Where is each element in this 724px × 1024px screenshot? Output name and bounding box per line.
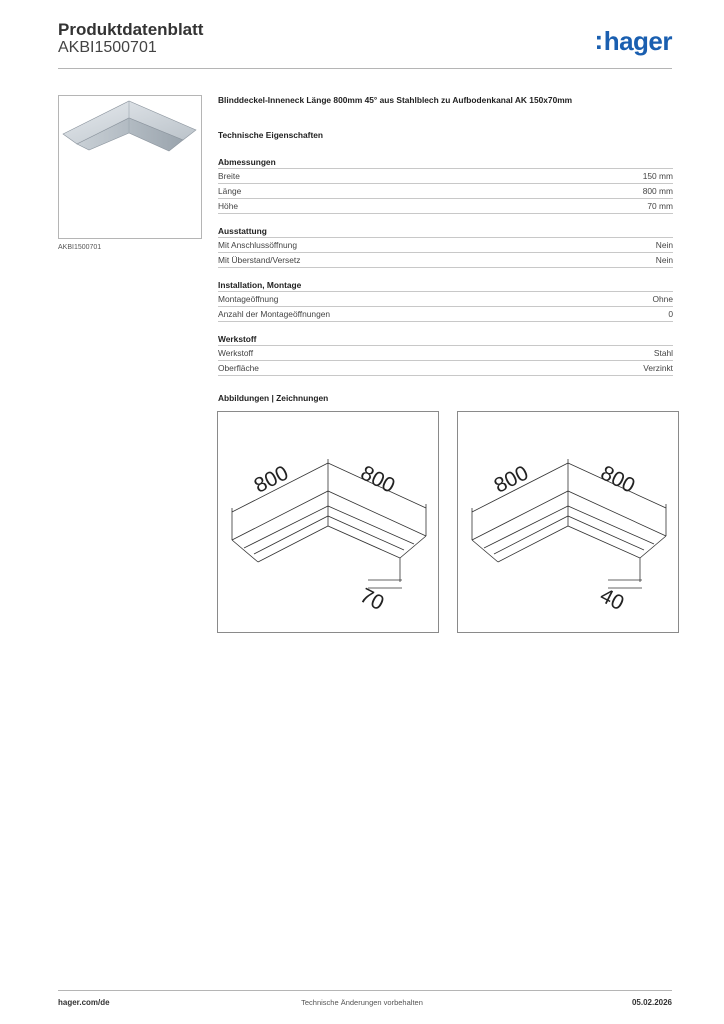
product-details: [218, 94, 673, 404]
property-value: 0: [668, 309, 673, 319]
technical-drawing-1: [217, 411, 439, 633]
property-label: Länge: [218, 186, 242, 196]
property-value: 800 mm: [642, 186, 673, 196]
drawings-title: Abbildungen | Zeichnungen: [218, 393, 329, 403]
dimension-label-right: 800: [596, 461, 639, 498]
product-photo-icon: [59, 96, 201, 238]
property-row: [218, 361, 673, 376]
property-value: Nein: [655, 240, 673, 250]
technical-drawing-2: [457, 411, 679, 633]
hager-logo: :hager: [594, 25, 672, 56]
property-row: [218, 253, 673, 268]
product-title: Blinddeckel-Inneneck Länge 800mm 45° aus Stahlblech zu Aufbodenkanal AK 150x70mm: [218, 95, 573, 105]
property-value: Stahl: [653, 348, 673, 358]
footer-date: 05.02.2026: [631, 998, 672, 1007]
property-label: Anzahl der Montageöffnungen: [218, 309, 331, 319]
property-label: Mit Anschlussöffnung: [218, 240, 297, 250]
page-title: Produktdatenblatt: [58, 20, 204, 39]
section-heading: Installation, Montage: [218, 278, 673, 292]
property-label: Breite: [218, 171, 240, 181]
section-heading: Abmessungen: [218, 155, 673, 169]
property-value: Ohne: [652, 294, 673, 304]
dimension-label-right: 800: [356, 461, 399, 498]
property-label: Montageöffnung: [218, 294, 279, 304]
product-image: [58, 95, 202, 239]
property-value: Nein: [655, 255, 673, 265]
header-divider: [58, 68, 672, 69]
dimension-label-left: 800: [490, 461, 533, 498]
section-dimensions: [218, 155, 673, 214]
drawing-icon: [218, 412, 438, 632]
section-heading: Ausstattung: [218, 224, 673, 238]
drawing-icon: [458, 412, 678, 632]
section-installation: [218, 278, 673, 322]
product-image-caption: AKBI1500701: [58, 244, 102, 251]
property-value: Verzinkt: [643, 363, 673, 373]
property-row: [218, 184, 673, 199]
section-material: [218, 332, 673, 376]
property-row: [218, 307, 673, 322]
property-label: Mit Überstand/Versetz: [218, 255, 301, 265]
footer-website-link[interactable]: hager.com/de: [58, 998, 110, 1007]
property-label: Oberfläche: [218, 363, 259, 373]
property-row: [218, 346, 673, 361]
footer-divider: [58, 990, 672, 991]
property-row: [218, 169, 673, 184]
dimension-label-left: 800: [250, 461, 293, 498]
property-row: [218, 238, 673, 253]
property-label: Werkstoff: [218, 348, 254, 358]
section-equipment: [218, 224, 673, 268]
property-row: [218, 292, 673, 307]
property-value: 70 mm: [647, 201, 673, 211]
footer-disclaimer: Technische Änderungen vorbehalten: [301, 998, 423, 1007]
tech-properties-title: Technische Eigenschaften: [218, 130, 324, 140]
property-row: [218, 199, 673, 214]
property-value: 150 mm: [642, 171, 673, 181]
dimension-label-small: 70: [356, 584, 388, 616]
section-heading: Werkstoff: [218, 332, 673, 346]
property-label: Höhe: [218, 201, 239, 211]
logo-text: hager: [603, 26, 672, 56]
dimension-label-small: 40: [596, 584, 628, 616]
product-code: AKBI1500701: [58, 39, 157, 56]
